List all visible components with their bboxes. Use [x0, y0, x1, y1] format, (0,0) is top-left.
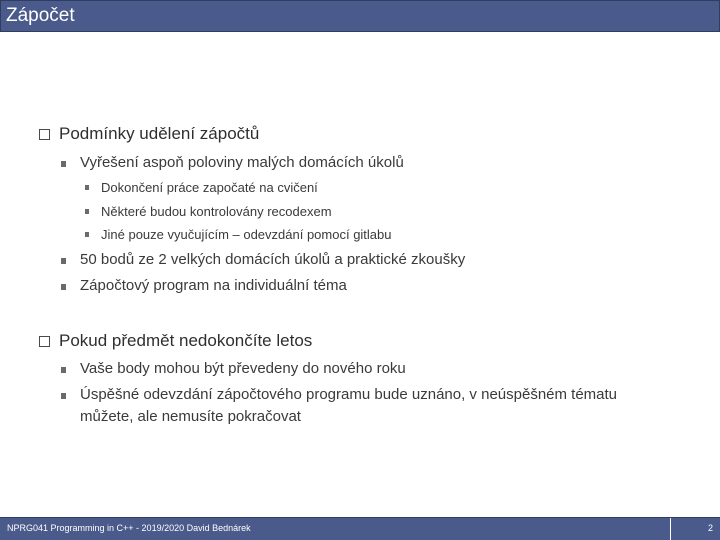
square-bullet-icon: [61, 258, 66, 264]
square-bullet-icon: [61, 393, 66, 399]
checkbox-bullet-icon: [39, 336, 50, 347]
checkbox-bullet-icon: [39, 129, 50, 140]
list-item: Některé budou kontrolovány recodexem: [101, 204, 332, 219]
list-item: Dokončení práce započaté na cvičení: [101, 180, 318, 195]
footer-course-info: NPRG041 Programming in C++ - 2019/2020 David Bednárek: [7, 523, 251, 533]
square-bullet-icon: [61, 284, 66, 290]
square-bullet-icon: [85, 209, 89, 214]
list-item: Vaše body mohou být převedeny do nového roku: [80, 360, 406, 377]
section-heading: Podmínky udělení zápočtů: [59, 124, 260, 143]
list-item: Vyřešení aspoň poloviny malých domácích úkolů: [80, 154, 404, 171]
square-bullet-icon: [61, 367, 66, 373]
list-item: 50 bodů ze 2 velkých domácích úkolů a praktické zkoušky: [80, 251, 466, 268]
square-bullet-icon: [61, 161, 66, 167]
slide-footer: [0, 518, 720, 540]
list-item: Zápočtový program na individuální téma: [80, 277, 347, 294]
square-bullet-icon: [85, 232, 89, 237]
page-number: 2: [707, 523, 713, 533]
list-item-continuation: můžete, ale nemusíte pokračovat: [80, 408, 301, 425]
section-heading: Pokud předmět nedokončíte letos: [59, 331, 313, 350]
slide-title: Zápočet: [6, 5, 75, 26]
list-item: Jiné pouze vyučujícím – odevzdání pomocí gitlabu: [101, 227, 392, 242]
square-bullet-icon: [85, 185, 89, 190]
footer-divider: [670, 518, 671, 540]
list-item: Úspěšné odevzdání zápočtového programu bude uznáno, v neúspěšném tématu: [80, 386, 618, 403]
